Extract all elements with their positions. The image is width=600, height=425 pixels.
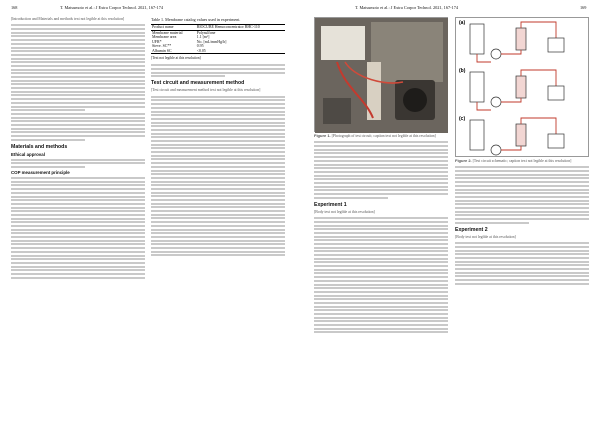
left-page-column-2 bbox=[151, 17, 285, 421]
heading-test-circuit: Test circuit and measurement method bbox=[151, 80, 245, 87]
table1-cell: Polysulfone bbox=[196, 30, 216, 35]
table1-notes: [Text not legible at this resolution] bbox=[151, 56, 201, 60]
circuit-photo-image bbox=[315, 18, 448, 133]
right-running-header bbox=[300, 5, 600, 14]
heading-ethical-approval: Ethical approval bbox=[11, 151, 45, 157]
left-running-header bbox=[0, 5, 300, 14]
table1-cell: 0.95 bbox=[196, 44, 204, 48]
right-page bbox=[300, 0, 600, 425]
table1-cell: No. [mL/mmHg/h] bbox=[196, 39, 227, 44]
table1-cell: Albumin SC bbox=[151, 49, 196, 54]
circuit-schematic-image bbox=[456, 18, 589, 158]
figure2-panel-a-label: (a) bbox=[459, 20, 466, 26]
left-page-column-1 bbox=[11, 17, 145, 421]
figure2-schematic bbox=[455, 17, 589, 157]
figure2-label: Figure 2. bbox=[455, 158, 472, 163]
table1-header-cell: Product name bbox=[151, 25, 196, 31]
right-col2-text-block-2 bbox=[455, 241, 589, 285]
right-col2-text-block-1 bbox=[455, 165, 589, 223]
figure2-panel-b-label: (b) bbox=[459, 68, 466, 74]
table1-cell: UFR* bbox=[152, 39, 162, 44]
figure1-photo bbox=[314, 17, 448, 132]
table1-cell: 1.1 [m²] bbox=[196, 35, 210, 39]
heading-experiment-1: Experiment 1 bbox=[314, 201, 347, 208]
left-page-number: 168 bbox=[11, 5, 18, 10]
table1-row bbox=[151, 49, 285, 54]
right-col1-text-block-1 bbox=[314, 140, 448, 198]
figure2-caption-note: [Test circuit schematic; caption text not legible at this resolution] bbox=[472, 159, 572, 163]
left-col2-text-block-1 bbox=[151, 63, 285, 77]
left-col2-body-note: [Test circuit and measurement method text not legible at this resolution] bbox=[151, 88, 261, 93]
heading-experiment-2: Experiment 2 bbox=[455, 226, 488, 233]
left-col1-text-block-2 bbox=[11, 158, 145, 168]
figure2-panel-c-label: (c) bbox=[459, 116, 466, 122]
right-col1-body-note: [Body text not legible at this resolution] bbox=[314, 209, 375, 214]
right-page-number: 169 bbox=[580, 5, 587, 10]
table1-cell: Sieve. SC** bbox=[152, 44, 172, 48]
table1-title: Table 1. Membrane catalog values used in experiment. bbox=[151, 17, 241, 22]
table1-cell: Membrane area bbox=[152, 35, 177, 39]
table1-cell: <0.05 bbox=[196, 49, 285, 54]
table1-cell: Membrane material bbox=[152, 30, 183, 35]
right-col1-text-block-2 bbox=[314, 216, 448, 333]
left-col1-text-block-3 bbox=[11, 176, 145, 279]
figure2-caption bbox=[455, 159, 589, 163]
right-running-head: T. Matsumoto et al.: J Extra Corpor Technol. 2021, 167-174 bbox=[355, 5, 459, 10]
left-col1-text-block-1 bbox=[11, 23, 145, 140]
table1 bbox=[151, 24, 285, 54]
left-col1-body-note: [Introduction and Materials and methods text not legible at this resolution] bbox=[11, 17, 125, 21]
figure1-caption bbox=[314, 134, 448, 138]
table1-header-cell: BIOCUBE Hemoconcentrator BHC-110 bbox=[196, 25, 285, 31]
right-page-column-1 bbox=[314, 17, 448, 421]
right-page-column-2 bbox=[455, 17, 589, 421]
figure1-caption-note: [Photograph of test circuit; caption text not legible at this resolution] bbox=[331, 134, 436, 138]
figure1-label: Figure 1. bbox=[314, 133, 331, 138]
left-running-head: T. Matsumoto et al.: J Extra Corpor Technol. 2021, 167-174 bbox=[60, 5, 164, 10]
right-col2-body-note: [Body text not legible at this resolution] bbox=[455, 234, 516, 239]
heading-materials-and-methods: Materials and methods bbox=[11, 143, 68, 150]
left-col2-text-block-2 bbox=[151, 95, 285, 257]
heading-cop-measurement-principle: COP measurement principle bbox=[11, 170, 70, 176]
